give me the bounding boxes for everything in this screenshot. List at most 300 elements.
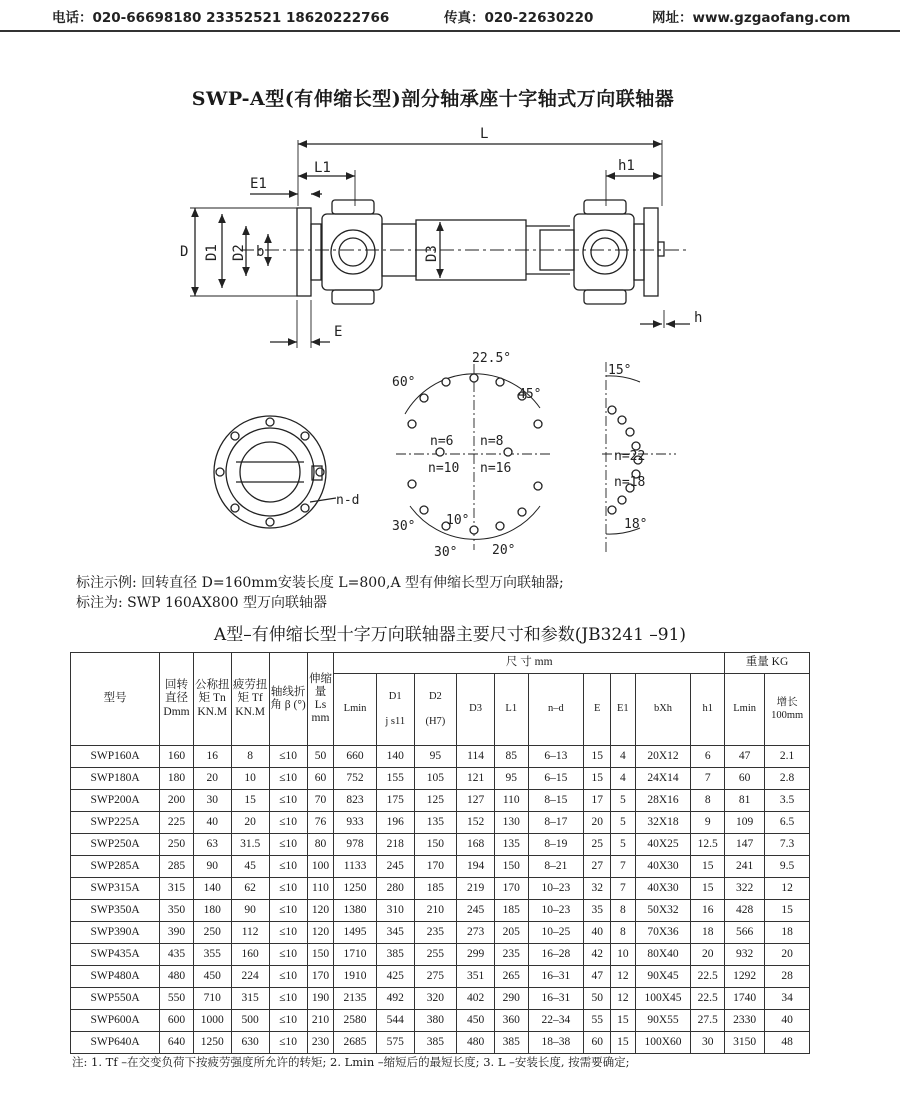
- table-cell: 402: [457, 988, 495, 1010]
- table-cell: 450: [193, 966, 231, 988]
- table-cell: 7: [691, 768, 725, 790]
- table-cell: 235: [495, 944, 528, 966]
- table-cell: ≤10: [269, 812, 307, 834]
- label-l: L: [480, 126, 489, 142]
- model-cell: SWP315A: [71, 878, 160, 900]
- table-cell: 28X16: [635, 790, 691, 812]
- label-n6: n=6: [430, 434, 454, 449]
- table-cell: 480: [457, 1032, 495, 1054]
- table-row: [71, 856, 810, 878]
- table-cell: 16–31: [528, 966, 584, 988]
- table-cell: 5: [611, 834, 636, 856]
- table-cell: 70X36: [635, 922, 691, 944]
- header-nominal-torque: 公称扭矩 Tn KN.M: [193, 653, 231, 746]
- table-cell: ≤10: [269, 988, 307, 1010]
- table-cell: 235: [414, 922, 456, 944]
- table-cell: 932: [725, 944, 765, 966]
- table-cell: 355: [193, 944, 231, 966]
- table-cell: 823: [334, 790, 376, 812]
- header-lmin: Lmin: [334, 674, 376, 746]
- table-cell: 285: [160, 856, 193, 878]
- table-cell: 7: [611, 856, 636, 878]
- table-cell: 360: [495, 1010, 528, 1032]
- table-cell: 80: [307, 834, 334, 856]
- table-cell: 350: [160, 900, 193, 922]
- table-cell: 168: [457, 834, 495, 856]
- table-title: A型–有伸缩长型十字万向联轴器主要尺寸和参数(JB3241 –91): [213, 625, 687, 645]
- table-cell: 27.5: [691, 1010, 725, 1032]
- label-n10: n=10: [428, 461, 460, 476]
- angle-60: 60°: [392, 375, 416, 390]
- header-weight: 重量 KG: [725, 653, 810, 674]
- table-cell: 18–38: [528, 1032, 584, 1054]
- table-row: [71, 1010, 810, 1032]
- table-cell: 245: [457, 900, 495, 922]
- table-cell: 40: [765, 1010, 810, 1032]
- coupling-drawing: [0, 110, 900, 568]
- table-cell: 34: [765, 988, 810, 1010]
- table-cell: 351: [457, 966, 495, 988]
- header-d3: D3: [457, 674, 495, 746]
- header-d2: D2 (H7): [414, 674, 456, 746]
- table-cell: 20: [765, 944, 810, 966]
- table-cell: 15: [231, 790, 269, 812]
- header-weight-lmin: Lmin: [725, 674, 765, 746]
- table-cell: 15: [584, 768, 611, 790]
- table-cell: 3.5: [765, 790, 810, 812]
- table-cell: 1000: [193, 1010, 231, 1032]
- table-cell: ≤10: [269, 790, 307, 812]
- table-cell: 28: [765, 966, 810, 988]
- table-cell: 435: [160, 944, 193, 966]
- table-cell: 275: [414, 966, 456, 988]
- header-l1: L1: [495, 674, 528, 746]
- table-cell: 114: [457, 746, 495, 768]
- label-d1: D1: [204, 244, 220, 261]
- table-cell: 120: [307, 900, 334, 922]
- table-cell: 299: [457, 944, 495, 966]
- table-cell: 50X32: [635, 900, 691, 922]
- table-cell: 1495: [334, 922, 376, 944]
- header-weight-increase: 增长 100mm: [765, 674, 810, 746]
- table-cell: 170: [414, 856, 456, 878]
- angle-10: 10°: [446, 513, 470, 528]
- table-cell: 425: [376, 966, 414, 988]
- table-cell: ≤10: [269, 922, 307, 944]
- model-cell: SWP350A: [71, 900, 160, 922]
- table-cell: 544: [376, 1010, 414, 1032]
- table-cell: 90: [231, 900, 269, 922]
- model-cell: SWP640A: [71, 1032, 160, 1054]
- table-cell: 10: [231, 768, 269, 790]
- table-cell: 6–13: [528, 746, 584, 768]
- table-cell: ≤10: [269, 834, 307, 856]
- table-cell: 250: [193, 922, 231, 944]
- angle-20: 20°: [492, 543, 516, 558]
- table-cell: 185: [414, 878, 456, 900]
- table-cell: 160: [160, 746, 193, 768]
- table-cell: 390: [160, 922, 193, 944]
- table-cell: 135: [495, 834, 528, 856]
- model-cell: SWP390A: [71, 922, 160, 944]
- angle-30b: 30°: [434, 545, 458, 560]
- table-cell: 25: [584, 834, 611, 856]
- table-cell: 185: [495, 900, 528, 922]
- table-cell: 12: [765, 878, 810, 900]
- header-rotation-diameter: 回转直径 Dmm: [160, 653, 193, 746]
- table-cell: 112: [231, 922, 269, 944]
- table-cell: 575: [376, 1032, 414, 1054]
- website-text: 网址：www.gzgaofang.com: [652, 10, 851, 26]
- table-cell: 105: [414, 768, 456, 790]
- table-cell: 265: [495, 966, 528, 988]
- table-cell: 127: [457, 790, 495, 812]
- table-cell: 385: [414, 1032, 456, 1054]
- table-cell: 1710: [334, 944, 376, 966]
- table-cell: 47: [725, 746, 765, 768]
- label-l1: L1: [314, 160, 331, 176]
- table-cell: 9.5: [765, 856, 810, 878]
- table-cell: 15: [691, 856, 725, 878]
- table-cell: 566: [725, 922, 765, 944]
- table-cell: 40: [584, 922, 611, 944]
- table-cell: 218: [376, 834, 414, 856]
- table-cell: 152: [457, 812, 495, 834]
- table-cell: 7.3: [765, 834, 810, 856]
- table-cell: 492: [376, 988, 414, 1010]
- table-cell: 8–17: [528, 812, 584, 834]
- model-cell: SWP600A: [71, 1010, 160, 1032]
- model-cell: SWP200A: [71, 790, 160, 812]
- table-cell: 210: [307, 1010, 334, 1032]
- table-cell: 1380: [334, 900, 376, 922]
- table-cell: 180: [160, 768, 193, 790]
- table-cell: 135: [414, 812, 456, 834]
- table-cell: 95: [414, 746, 456, 768]
- table-cell: 100X60: [635, 1032, 691, 1054]
- table-cell: 63: [193, 834, 231, 856]
- model-cell: SWP250A: [71, 834, 160, 856]
- model-cell: SWP285A: [71, 856, 160, 878]
- table-cell: 1910: [334, 966, 376, 988]
- footnote: 注: 1. Tf –在交变负荷下按疲劳强度所允许的转矩; 2. Lmin –缩短后的最短长度; 3. L –安装长度, 按需要确定;: [72, 1055, 630, 1069]
- table-cell: 80X40: [635, 944, 691, 966]
- label-nd: n-d: [336, 493, 360, 508]
- table-row: [71, 966, 810, 988]
- table-cell: 385: [495, 1032, 528, 1054]
- table-cell: 121: [457, 768, 495, 790]
- table-cell: 12: [611, 988, 636, 1010]
- table-cell: 1250: [334, 878, 376, 900]
- table-cell: 150: [414, 834, 456, 856]
- table-cell: 480: [160, 966, 193, 988]
- side-view: [190, 140, 690, 348]
- label-d3: D3: [424, 245, 440, 262]
- table-cell: 17: [584, 790, 611, 812]
- label-n16: n=16: [480, 461, 512, 476]
- label-h1: h1: [618, 158, 635, 174]
- table-row: [71, 988, 810, 1010]
- table-cell: 385: [376, 944, 414, 966]
- label-h: h: [694, 310, 703, 326]
- table-cell: 273: [457, 922, 495, 944]
- table-cell: 450: [457, 1010, 495, 1032]
- table-cell: 196: [376, 812, 414, 834]
- table-cell: 600: [160, 1010, 193, 1032]
- table-row: [71, 790, 810, 812]
- table-cell: 630: [231, 1032, 269, 1054]
- table-cell: 7: [611, 878, 636, 900]
- table-cell: 6–15: [528, 768, 584, 790]
- table-cell: 280: [376, 878, 414, 900]
- flange-end-view: [214, 416, 336, 528]
- table-cell: 8–15: [528, 790, 584, 812]
- table-cell: 322: [725, 878, 765, 900]
- table-row: [71, 746, 810, 768]
- table-cell: 16: [691, 900, 725, 922]
- note-example: 标注示例: 回转直径 D=160mm安装长度 L=800,A 型有伸缩长型万向联轴器;: [76, 575, 564, 591]
- label-e: E: [334, 324, 343, 340]
- table-cell: 125: [414, 790, 456, 812]
- label-n22: n=22: [614, 449, 646, 464]
- table-cell: 90: [193, 856, 231, 878]
- table-cell: 205: [495, 922, 528, 944]
- phone-text: 电话：020-66698180 23352521 18620222766: [52, 10, 390, 26]
- table-cell: 660: [334, 746, 376, 768]
- table-cell: 1133: [334, 856, 376, 878]
- table-cell: ≤10: [269, 856, 307, 878]
- table-cell: 15: [611, 1032, 636, 1054]
- table-row: [71, 922, 810, 944]
- table-cell: 62: [231, 878, 269, 900]
- table-cell: 110: [307, 878, 334, 900]
- table-cell: 12: [611, 966, 636, 988]
- table-cell: 3150: [725, 1032, 765, 1054]
- table-cell: 933: [334, 812, 376, 834]
- model-cell: SWP225A: [71, 812, 160, 834]
- table-cell: 20X12: [635, 746, 691, 768]
- header-telescopic: 伸缩量 Ls mm: [307, 653, 334, 746]
- model-cell: SWP550A: [71, 988, 160, 1010]
- header-nd: n–d: [528, 674, 584, 746]
- table-row: [71, 768, 810, 790]
- table-cell: 8–21: [528, 856, 584, 878]
- table-cell: 255: [414, 944, 456, 966]
- table-cell: 194: [457, 856, 495, 878]
- table-cell: 8: [231, 746, 269, 768]
- table-cell: 250: [160, 834, 193, 856]
- table-cell: 100X45: [635, 988, 691, 1010]
- table-cell: 8: [611, 900, 636, 922]
- table-cell: 2.1: [765, 746, 810, 768]
- table-cell: 50: [584, 988, 611, 1010]
- table-cell: 18: [691, 922, 725, 944]
- table-cell: 76: [307, 812, 334, 834]
- table-cell: 150: [495, 856, 528, 878]
- table-cell: 15: [584, 746, 611, 768]
- angle-45: 45°: [518, 387, 542, 402]
- label-b: b: [256, 244, 265, 260]
- table-cell: 4: [611, 768, 636, 790]
- table-cell: 22–34: [528, 1010, 584, 1032]
- table-cell: 40X25: [635, 834, 691, 856]
- table-cell: 245: [376, 856, 414, 878]
- table-cell: 32: [584, 878, 611, 900]
- table-cell: 225: [160, 812, 193, 834]
- header-d1: D1 j s11: [376, 674, 414, 746]
- angle-18: 18°: [624, 517, 648, 532]
- table-cell: 110: [495, 790, 528, 812]
- table-cell: 10–23: [528, 900, 584, 922]
- table-cell: 18: [765, 922, 810, 944]
- table-cell: 10–23: [528, 878, 584, 900]
- label-n18: n=18: [614, 475, 646, 490]
- table-cell: ≤10: [269, 746, 307, 768]
- table-cell: 48: [765, 1032, 810, 1054]
- table-cell: 55: [584, 1010, 611, 1032]
- table-row: [71, 900, 810, 922]
- note-mark: 标注为: SWP 160AX800 型万向联轴器: [76, 595, 327, 611]
- table-cell: 50: [307, 746, 334, 768]
- angle-22-5: 22.5°: [472, 351, 512, 366]
- table-cell: 90X45: [635, 966, 691, 988]
- table-cell: 31.5: [231, 834, 269, 856]
- table-cell: 60: [584, 1032, 611, 1054]
- table-cell: 155: [376, 768, 414, 790]
- table-cell: 16: [193, 746, 231, 768]
- table-cell: 6.5: [765, 812, 810, 834]
- table-cell: 60: [725, 768, 765, 790]
- label-e1: E1: [250, 176, 267, 192]
- table-cell: ≤10: [269, 966, 307, 988]
- table-cell: 8: [691, 790, 725, 812]
- table-cell: 2330: [725, 1010, 765, 1032]
- table-cell: 175: [376, 790, 414, 812]
- table-cell: 147: [725, 834, 765, 856]
- table-cell: 20: [193, 768, 231, 790]
- table-cell: 2685: [334, 1032, 376, 1054]
- table-cell: 32X18: [635, 812, 691, 834]
- table-cell: 70: [307, 790, 334, 812]
- table-cell: 315: [160, 878, 193, 900]
- table-row: [71, 944, 810, 966]
- table-cell: 40X30: [635, 856, 691, 878]
- table-cell: 20: [231, 812, 269, 834]
- table-cell: 130: [495, 812, 528, 834]
- table-cell: 4: [611, 746, 636, 768]
- table-cell: 5: [611, 790, 636, 812]
- table-cell: 27: [584, 856, 611, 878]
- model-cell: SWP435A: [71, 944, 160, 966]
- table-cell: 140: [193, 878, 231, 900]
- table-cell: ≤10: [269, 878, 307, 900]
- table-cell: 2.8: [765, 768, 810, 790]
- header-e1: E1: [611, 674, 636, 746]
- angle-15: 15°: [608, 363, 632, 378]
- table-cell: ≤10: [269, 1032, 307, 1054]
- table-row: [71, 878, 810, 900]
- table-cell: 47: [584, 966, 611, 988]
- table-cell: 140: [376, 746, 414, 768]
- fax-text: 传真：020-22630220: [444, 10, 594, 26]
- table-cell: 45: [231, 856, 269, 878]
- table-cell: 2580: [334, 1010, 376, 1032]
- table-cell: 500: [231, 1010, 269, 1032]
- table-cell: 380: [414, 1010, 456, 1032]
- table-cell: 752: [334, 768, 376, 790]
- spec-table: [70, 652, 810, 1054]
- header-h1: h1: [691, 674, 725, 746]
- table-cell: 978: [334, 834, 376, 856]
- table-cell: 30: [193, 790, 231, 812]
- table-cell: 20: [584, 812, 611, 834]
- label-d2: D2: [231, 244, 247, 261]
- table-cell: ≤10: [269, 944, 307, 966]
- table-row: [71, 812, 810, 834]
- table-cell: 1740: [725, 988, 765, 1010]
- document-title: SWP-A型(有伸缩长型)剖分轴承座十字轴式万向联轴器: [191, 88, 675, 110]
- model-cell: SWP180A: [71, 768, 160, 790]
- table-cell: 60: [307, 768, 334, 790]
- table-cell: 241: [725, 856, 765, 878]
- table-cell: 1250: [193, 1032, 231, 1054]
- table-cell: ≤10: [269, 768, 307, 790]
- table-cell: 200: [160, 790, 193, 812]
- table-cell: 15: [765, 900, 810, 922]
- table-cell: 12.5: [691, 834, 725, 856]
- model-cell: SWP160A: [71, 746, 160, 768]
- table-cell: 90X55: [635, 1010, 691, 1032]
- table-row: [71, 1032, 810, 1054]
- table-cell: 85: [495, 746, 528, 768]
- model-cell: SWP480A: [71, 966, 160, 988]
- table-cell: 710: [193, 988, 231, 1010]
- table-cell: 95: [495, 768, 528, 790]
- table-cell: ≤10: [269, 900, 307, 922]
- table-cell: 16–31: [528, 988, 584, 1010]
- table-cell: 150: [307, 944, 334, 966]
- table-cell: 15: [611, 1010, 636, 1032]
- table-cell: 120: [307, 922, 334, 944]
- table-cell: 310: [376, 900, 414, 922]
- table-cell: 22.5: [691, 966, 725, 988]
- label-n8: n=8: [480, 434, 504, 449]
- label-d: D: [180, 244, 189, 260]
- table-cell: 160: [231, 944, 269, 966]
- contact-bar: [0, 0, 900, 32]
- table-cell: 16–28: [528, 944, 584, 966]
- header-e: E: [584, 674, 611, 746]
- table-cell: 24X14: [635, 768, 691, 790]
- table-cell: 320: [414, 988, 456, 1010]
- table-cell: 8–19: [528, 834, 584, 856]
- table-row: [71, 834, 810, 856]
- table-cell: 230: [307, 1032, 334, 1054]
- table-cell: 345: [376, 922, 414, 944]
- table-cell: 81: [725, 790, 765, 812]
- table-cell: 170: [495, 878, 528, 900]
- angle-30: 30°: [392, 519, 416, 534]
- table-cell: 109: [725, 812, 765, 834]
- table-cell: 2135: [334, 988, 376, 1010]
- header-dimensions: 尺 寸 mm: [334, 653, 725, 674]
- table-cell: 10: [611, 944, 636, 966]
- table-cell: 180: [193, 900, 231, 922]
- table-cell: 1292: [725, 966, 765, 988]
- table-cell: 315: [231, 988, 269, 1010]
- table-cell: 10–25: [528, 922, 584, 944]
- table-cell: 640: [160, 1032, 193, 1054]
